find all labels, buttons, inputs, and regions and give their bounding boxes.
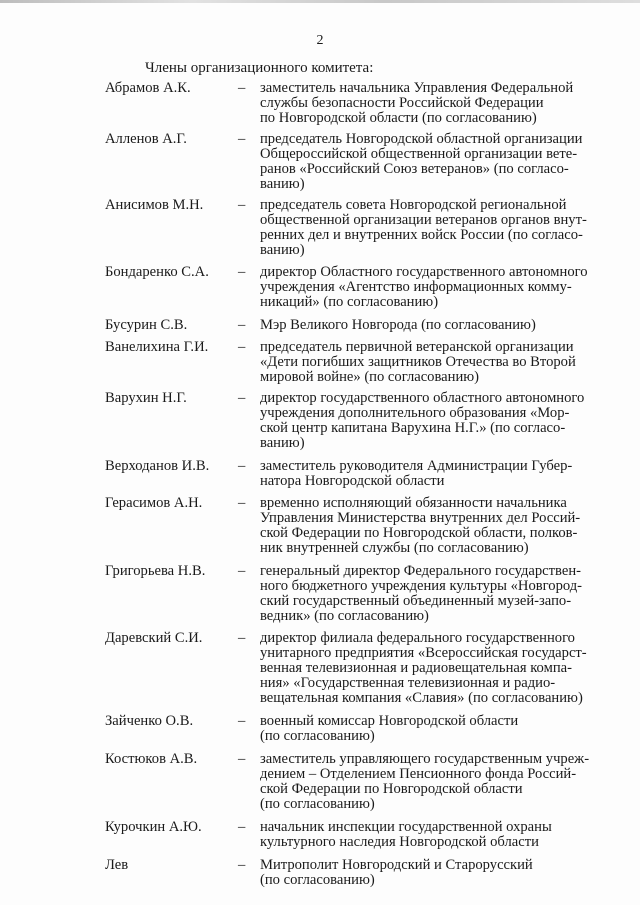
member-name: Варухин Н.Г. (105, 390, 187, 406)
member-row (105, 496, 605, 556)
member-position (260, 496, 605, 556)
member-position-line: ской центр капитана Варухина Н.Г.» (по согласо- (260, 420, 566, 436)
scan-top-edge (0, 0, 640, 3)
member-dash: – (238, 317, 246, 333)
member-position (260, 318, 605, 333)
member-row (105, 340, 605, 385)
member-row (105, 820, 605, 850)
member-position-line: ский государственный объединенный музей-запо- (260, 593, 572, 609)
member-row (105, 391, 605, 451)
member-position-line: ванию) (260, 242, 305, 258)
member-position-line: (по согласованию) (260, 728, 375, 744)
member-row (105, 564, 605, 624)
member-dash: – (238, 713, 246, 729)
member-position (260, 714, 605, 744)
member-name: Ванелихина Г.И. (105, 339, 209, 355)
member-row (105, 198, 605, 258)
member-position (260, 132, 605, 192)
member-name: Лев (105, 857, 129, 873)
member-position-line: ренних дел и внутренних войск России (по согласо- (260, 227, 583, 243)
member-position (260, 820, 605, 850)
member-position-line: ской Федерации по Новгородской области, полков- (260, 525, 578, 541)
member-position-line: ванию) (260, 435, 305, 451)
member-position-line: ской Федерации по Новгородской области (260, 781, 523, 797)
member-position-line: военный комиссар Новгородской области (260, 713, 519, 729)
member-position-line: директор государственного областного автономного (260, 390, 585, 406)
member-dash: – (238, 131, 246, 147)
member-position (260, 198, 605, 258)
member-position-line: Митрополит Новгородский и Старорусский (260, 857, 533, 873)
member-position-line: натора Новгородской области (260, 473, 445, 489)
member-position-line: ник внутренней службы (по согласованию) (260, 540, 529, 556)
member-row (105, 459, 605, 489)
member-position (260, 752, 605, 812)
member-row (105, 714, 605, 744)
member-position-line: ведник» (по согласованию) (260, 608, 429, 624)
member-position-line: ного бюджетного учреждения культуры «Новгород- (260, 578, 583, 594)
member-name: Герасимов А.Н. (105, 495, 203, 511)
member-position (260, 564, 605, 624)
member-position-line: учреждения «Агентство информационных комму- (260, 279, 572, 295)
member-dash: – (238, 819, 246, 835)
member-name: Бусурин С.В. (105, 317, 188, 333)
member-name: Анисимов М.Н. (105, 197, 204, 213)
member-dash: – (238, 751, 246, 767)
member-dash: – (238, 563, 246, 579)
member-name: Бондаренко С.А. (105, 264, 209, 280)
member-position-line: заместитель управляющего государственным учреж- (260, 751, 590, 767)
member-row (105, 81, 605, 126)
member-position-line: директор филиала федерального государственного (260, 630, 575, 646)
section-heading: Члены организационного комитета: (145, 60, 374, 76)
member-position-line: службы безопасности Российской Федерации (260, 95, 544, 111)
member-position-line: культурного наследия Новгородской области (260, 834, 539, 850)
member-position-line: ния» «Государственная телевизионная и радио- (260, 675, 556, 691)
member-position-line: ванию) (260, 176, 305, 192)
member-name: Курочкин А.Ю. (105, 819, 202, 835)
member-row (105, 318, 605, 333)
member-position-line: венная телевизионная и радиовещательная компа- (260, 660, 572, 676)
member-position (260, 858, 605, 888)
member-position-line: генеральный директор Федерального государствен- (260, 563, 581, 579)
member-position-line: председатель Новгородской областной организации (260, 131, 583, 147)
member-position (260, 391, 605, 451)
page-number: 2 (316, 33, 324, 48)
member-position-line: начальник инспекции государственной охраны (260, 819, 552, 835)
member-position-line: вещательная компания «Славия» (по согласованию) (260, 690, 583, 706)
member-dash: – (238, 264, 246, 280)
member-position-line: общественной организации ветеранов органов внут- (260, 212, 587, 228)
member-row (105, 132, 605, 192)
member-dash: – (238, 197, 246, 213)
member-dash: – (238, 390, 246, 406)
member-position (260, 631, 605, 706)
member-position-line: заместитель руководителя Администрации Губер- (260, 458, 573, 474)
member-position-line: дением – Отделением Пенсионного фонда Россий- (260, 766, 577, 782)
member-position-line: (по согласованию) (260, 796, 375, 812)
member-position-line: директор Областного государственного автономного (260, 264, 588, 280)
member-position (260, 459, 605, 489)
member-position-line: заместитель начальника Управления Федеральной (260, 80, 574, 96)
members-list (105, 81, 605, 895)
member-position-line: учреждения дополнительного образования «Мор- (260, 405, 570, 421)
member-position-line: Управления Министерства внутренних дел Россий- (260, 510, 581, 526)
member-position-line: по Новгородской области (по согласованию) (260, 110, 537, 126)
member-position-line: ранов «Российский Союз ветеранов» (по согласо- (260, 161, 569, 177)
member-position-line: никаций» (по согласованию) (260, 294, 439, 310)
member-position-line: Мэр Великого Новгорода (по согласованию) (260, 317, 536, 333)
member-position-line: мировой войне» (по согласованию) (260, 369, 480, 385)
member-name: Даревский С.И. (105, 630, 203, 646)
member-row (105, 631, 605, 706)
member-name: Верходанов И.В. (105, 458, 210, 474)
member-position (260, 81, 605, 126)
member-position-line: унитарного предприятия «Всероссийская государст- (260, 645, 587, 661)
member-position (260, 265, 605, 310)
member-name: Григорьева Н.В. (105, 563, 206, 579)
member-row (105, 858, 605, 888)
member-row (105, 752, 605, 812)
member-dash: – (238, 339, 246, 355)
member-dash: – (238, 857, 246, 873)
member-position (260, 340, 605, 385)
member-position-line: председатель совета Новгородской региональной (260, 197, 567, 213)
member-dash: – (238, 495, 246, 511)
member-name: Костюков А.В. (105, 751, 198, 767)
member-position-line: (по согласованию) (260, 872, 375, 888)
member-name: Абрамов А.К. (105, 80, 191, 96)
member-name: Алленов А.Г. (105, 131, 187, 147)
member-position-line: председатель первичной ветеранской организации (260, 339, 574, 355)
member-row (105, 265, 605, 310)
member-position-line: Общероссийской общественной организации вете- (260, 146, 578, 162)
member-dash: – (238, 458, 246, 474)
member-dash: – (238, 630, 246, 646)
member-dash: – (238, 80, 246, 96)
member-position-line: временно исполняющий обязанности начальника (260, 495, 567, 511)
member-position-line: «Дети погибших защитников Отечества во Второй (260, 354, 576, 370)
member-name: Зайченко О.В. (105, 713, 194, 729)
